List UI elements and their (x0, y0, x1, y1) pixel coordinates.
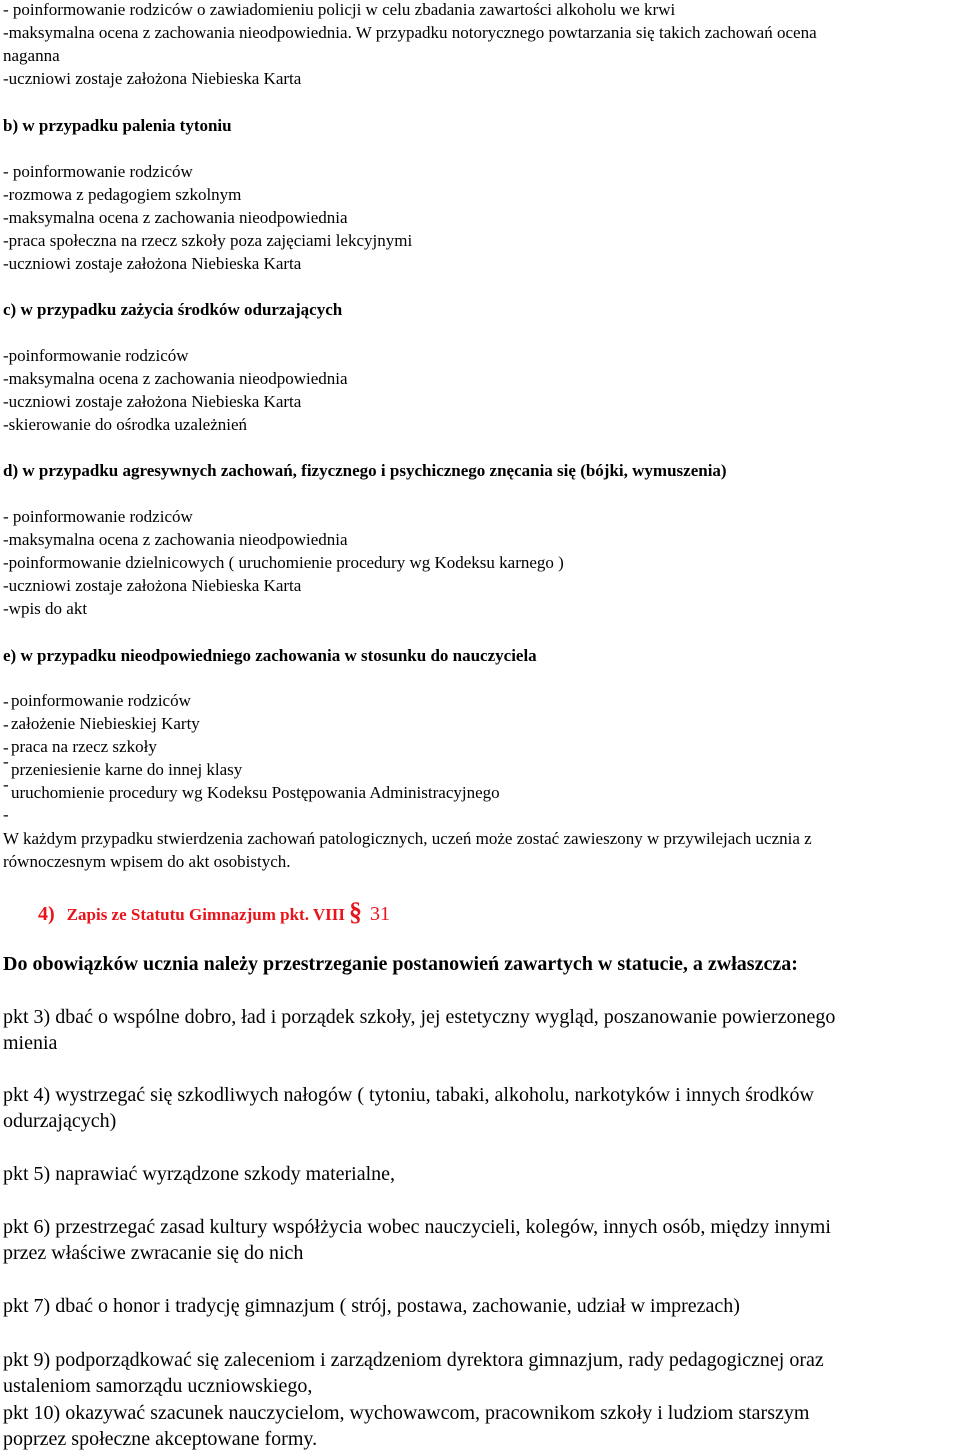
statute-title: Zapis ze Statutu Gimnazjum pkt. VIII (66, 905, 346, 924)
duty-point-cont: poprzez społeczne akceptowane formy. (3, 1428, 318, 1450)
duty-point-cont: przez właściwe zwracanie się do nich (3, 1242, 304, 1264)
list-item: -uczniowi zostaje założona Niebieska Karta (3, 576, 302, 595)
list-item: -poinformowanie dzielnicowych ( uruchomienie procedury wg Kodeksu karnego ) (3, 553, 564, 572)
list-item: -uczniowi zostaje założona Niebieska Karta (3, 392, 302, 411)
text-line: W każdym przypadku stwierdzenia zachowań patologicznych, uczeń może zostać zawieszony w przywilejach ucznia z (3, 829, 812, 848)
duty-point: pkt 5) naprawiać wyrządzone szkody materialne, (3, 1163, 396, 1185)
list-item: poinformowanie rodziców (11, 691, 191, 710)
text-line: naganna (3, 46, 60, 65)
duty-point: pkt 6) przestrzegać zasad kultury współżycia wobec nauczycieli, kolegów, innych osób, między innymi (3, 1216, 831, 1238)
list-item: uruchomienie procedury wg Kodeksu Postępowania Administracyjnego (11, 783, 500, 802)
list-item: -maksymalna ocena z zachowania nieodpowiednia (3, 208, 348, 227)
section-c-heading: c) w przypadku zażycia środków odurzających (3, 300, 343, 319)
section-e-heading: e) w przypadku nieodpowiedniego zachowania w stosunku do nauczyciela (3, 646, 537, 665)
list-item: -maksymalna ocena z zachowania nieodpowiednia (3, 530, 348, 549)
section-b-heading: b) w przypadku palenia tytoniu (3, 116, 232, 135)
list-dash: - (3, 752, 9, 771)
list-item: -maksymalna ocena z zachowania nieodpowiednia (3, 369, 348, 388)
duty-point: pkt 9) podporządkować się zaleceniom i zarządzeniom dyrektora gimnazjum, rady pedagogicznej oraz (3, 1349, 824, 1371)
text-line: -uczniowi zostaje założona Niebieska Karta (3, 69, 302, 88)
list-item: założenie Niebieskiej Karty (11, 714, 200, 733)
text-line: - poinformowanie rodziców o zawiadomieniu policji w celu zbadania zawartości alkoholu we krwi (3, 0, 676, 19)
text-line: równoczesnym wpisem do akt osobistych. (3, 852, 291, 871)
list-item: przeniesienie karne do innej klasy (11, 760, 243, 779)
list-item: praca na rzecz szkoły (11, 737, 157, 756)
list-item: -uczniowi zostaje założona Niebieska Karta (3, 254, 302, 273)
list-dash: - (3, 738, 9, 757)
list-dash: - (3, 692, 9, 711)
section-d-heading: d) w przypadku agresywnych zachowań, fizycznego i psychicznego znęcania się (bójki, wymuszenia) (3, 461, 727, 480)
list-item: -skierowanie do ośrodka uzależnień (3, 415, 248, 434)
list-dash: - (3, 805, 9, 824)
duty-point: pkt 4) wystrzegać się szkodliwych nałogów ( tytoniu, tabaki, alkoholu, narkotyków i innych środków (3, 1084, 814, 1106)
duty-point: pkt 7) dbać o honor i tradycję gimnazjum ( strój, postawa, zachowanie, udział w imprezach) (3, 1295, 740, 1317)
list-item: -rozmowa z pedagogiem szkolnym (3, 185, 242, 204)
list-dash: - (3, 715, 9, 734)
list-item: -wpis do akt (3, 599, 88, 618)
list-item: -poinformowanie rodziców (3, 346, 189, 365)
list-item: - poinformowanie rodziców (3, 507, 193, 526)
duty-point: pkt 3) dbać o wspólne dobro, ład i porządek szkoły, jej estetyczny wygląd, poszanowanie powierzonego (3, 1006, 836, 1028)
paragraph-symbol: § (349, 897, 363, 926)
paragraph-number: 31 (370, 903, 391, 925)
list-item: - poinformowanie rodziców (3, 162, 193, 181)
duty-point-cont: ustaleniom samorządu uczniowskiego, (3, 1375, 313, 1397)
duty-point-cont: odurzających) (3, 1110, 117, 1132)
list-dash: - (3, 775, 9, 794)
duties-heading: Do obowiązków ucznia należy przestrzeganie postanowień zawartych w statucie, a zwłaszcza: (3, 953, 798, 975)
statute-reference (38, 897, 390, 927)
list-item: -praca społeczna na rzecz szkoły poza zajęciami lekcyjnymi (3, 231, 413, 250)
duty-point: pkt 10) okazywać szacunek nauczycielom, wychowawcom, pracownikom szkoły i ludziom starszym (3, 1402, 810, 1424)
statute-number: 4) (38, 903, 55, 925)
text-line: -maksymalna ocena z zachowania nieodpowiednia. W przypadku notorycznego powtarzania się takich zachowań ocena (3, 23, 817, 42)
duty-point-cont: mienia (3, 1032, 58, 1054)
